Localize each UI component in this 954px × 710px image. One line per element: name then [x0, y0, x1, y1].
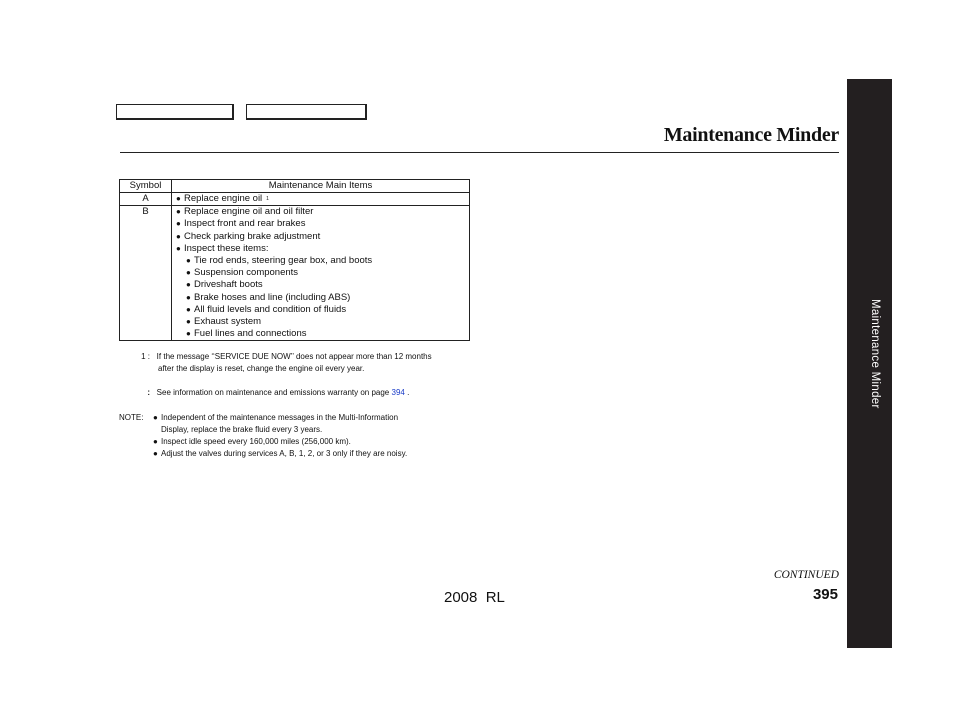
nav-button-previous[interactable]: [116, 104, 234, 120]
list-item: ● Inspect front and rear brakes: [176, 218, 306, 230]
list-item: ● Inspect these items:: [176, 242, 269, 254]
symbol-cell: A: [120, 193, 172, 206]
footnote-marker: 1: [266, 196, 269, 202]
note-block: [119, 412, 407, 460]
bullet-icon: ●: [153, 449, 158, 458]
bullet-icon: ●: [186, 317, 191, 327]
bullet-icon: ●: [186, 304, 191, 314]
list-item: ● Check parking brake adjustment: [176, 230, 321, 242]
sub-list-item: ● Fuel lines and connections: [186, 328, 307, 340]
sub-list-item: ● Brake hoses and line (including ABS): [186, 291, 351, 303]
bullet-icon: ●: [176, 243, 181, 253]
note-label: NOTE:: [119, 413, 144, 422]
bullet-icon: ●: [176, 194, 181, 203]
footnote-1-marker: 1 :: [141, 352, 150, 361]
column-header-symbol: Symbol: [120, 180, 172, 193]
sub-list-item: ● All fluid levels and condition of fluids: [186, 303, 347, 315]
list-item: ● Replace engine oil $^1$: [176, 193, 269, 204]
items-cell: [172, 193, 470, 206]
bullet-icon: ●: [176, 231, 181, 241]
footnote-2-text: See information on maintenance and emissions warranty on page: [156, 388, 390, 397]
sub-list-item: ● Suspension components: [186, 267, 299, 279]
bullet-icon: ●: [176, 207, 181, 217]
bullet-icon: ●: [176, 219, 181, 229]
footnote-1: [119, 351, 432, 375]
footnote-2: [119, 387, 409, 399]
note-item: Inspect idle speed every 160,000 miles (256,000 km).: [161, 437, 351, 446]
table-header-row: [120, 180, 470, 193]
bullet-icon: ●: [186, 292, 191, 302]
bullet-icon: ●: [153, 413, 158, 422]
side-section-tab: [847, 79, 892, 648]
bullet-icon: ●: [153, 437, 158, 446]
page-title: Maintenance Minder: [663, 124, 839, 146]
items-cell: [172, 206, 470, 341]
footnote-1-text-line2: after the display is reset, change the engine oil every year.: [158, 364, 365, 373]
bullet-icon: ●: [186, 256, 191, 266]
table-row: [120, 206, 470, 341]
title-divider: [120, 152, 839, 153]
sub-list-item: ● Tie rod ends, steering gear box, and boots: [186, 255, 373, 267]
bullet-icon: ●: [186, 329, 191, 339]
model-label: 2008 RL: [444, 589, 505, 606]
column-header-items: Maintenance Main Items: [172, 180, 470, 193]
list-item: ● Replace engine oil and oil filter: [176, 206, 314, 218]
side-tab-label: Maintenance Minder: [869, 299, 881, 409]
bullet-icon: ●: [186, 280, 191, 290]
note-item: Adjust the valves during services A, B, 1, 2, or 3 only if they are noisy.: [161, 449, 408, 458]
symbol-cell: B: [120, 206, 172, 341]
footnote-2-end: .: [407, 388, 410, 397]
continued-label: CONTINUED: [773, 569, 839, 581]
note-item: Independent of the maintenance messages in the Multi-Information: [161, 413, 399, 422]
sub-list-item: ● Driveshaft boots: [186, 279, 263, 291]
maintenance-items-table: [119, 179, 470, 341]
bullet-icon: ●: [186, 268, 191, 278]
footnote-2-marker: :: [147, 388, 150, 397]
nav-button-next[interactable]: [246, 104, 367, 120]
footnote-1-text-line1: If the message ‘‘SERVICE DUE NOW’’ does not appear more than 12 months: [156, 352, 432, 361]
page-reference-link[interactable]: 394: [391, 388, 405, 397]
note-item-continued: Display, replace the brake fluid every 3 years.: [161, 425, 323, 434]
page-number: 395: [812, 586, 838, 603]
table-row: [120, 193, 470, 206]
sub-list-item: ● Exhaust system: [186, 316, 262, 328]
